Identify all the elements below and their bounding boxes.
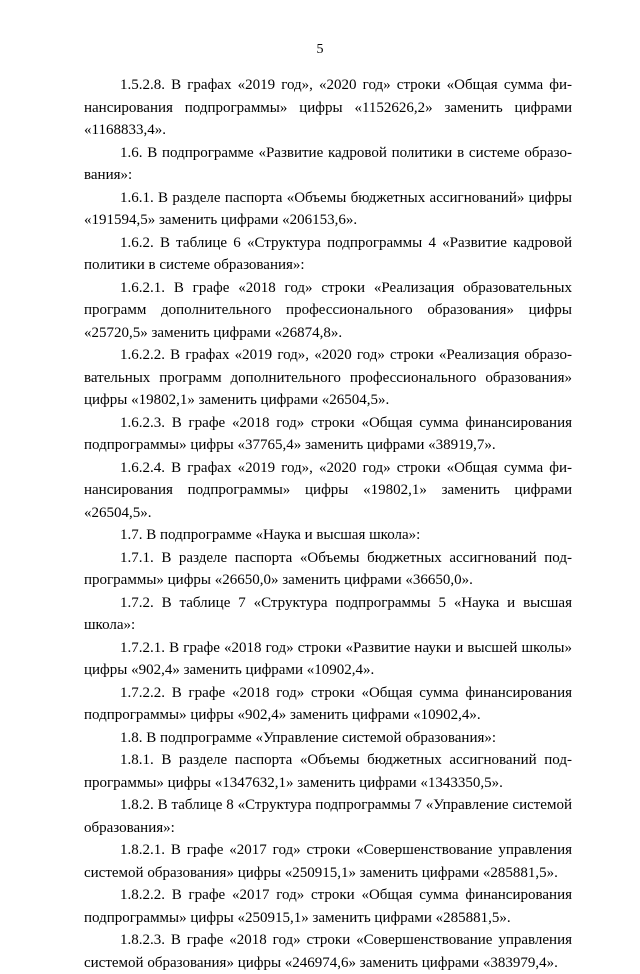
paragraph-1-7: 1.7. В подпрограмме «Наука и высшая школа»: (120, 527, 421, 543)
paragraph-1-6-2: 1.6.2. В таблице 6 «Структура подпрограммы 4 «Развитие кадровой политики в системе образования»: (84, 234, 572, 273)
paragraph-1-7-1: 1.7.1. В разделе паспорта «Объемы бюджетных ассигнований подпрограммы» цифры «26650,0» заменить цифрами «36650,0». (84, 549, 572, 588)
paragraph-1-8-2: 1.8.2. В таблице 8 «Структура подпрограммы 7 «Управление системой образования»: (84, 797, 572, 836)
paragraph-1-6-2-3: 1.6.2.3. В графе «2018 год» строки «Общая сумма финансирования подпрограммы» цифры «37765,4» заменить цифрами «38919,7». (84, 414, 572, 453)
paragraph-1-5-2-8: 1.5.2.8. В графах «2019 год», «2020 год» строки «Общая сумма финансирования подпрограммы» цифры «1152626,2» заменить цифрами «1168833,4». (84, 77, 572, 138)
paragraph-1-8-2-1: 1.8.2.1. В графе «2017 год» строки «Совершенствование управления системой образования» цифры «250915,1» заменить цифрами «285881,5». (84, 842, 572, 881)
document-body (84, 74, 572, 974)
paragraph-1-6-2-2: 1.6.2.2. В графах «2019 год», «2020 год» строки «Реализация образовательных программ дополнительного профессионального образования» цифры «19802,1» заменить цифрами «26504,5». (84, 347, 572, 408)
paragraph-1-6: 1.6. В подпрограмме «Развитие кадровой политики в системе образования»: (84, 144, 572, 183)
paragraph-1-7-2-1: 1.7.2.1. В графе «2018 год» строки «Развитие науки и высшей школы» цифры «902,4» заменить цифрами «10902,4». (84, 639, 572, 678)
paragraph-1-7-2-2: 1.7.2.2. В графе «2018 год» строки «Общая сумма финансирования подпрограммы» цифры «902,4» заменить цифрами «10902,4». (84, 684, 572, 723)
paragraph-1-8-1: 1.8.1. В разделе паспорта «Объемы бюджетных ассигнований подпрограммы» цифры «1347632,1» заменить цифрами «1343350,5». (84, 752, 572, 791)
paragraph-1-8-2-2: 1.8.2.2. В графе «2017 год» строки «Общая сумма финансирования подпрограммы» цифры «250915,1» заменить цифрами «285881,5». (84, 887, 572, 926)
page-number: 5 (316, 42, 324, 57)
paragraph-1-6-1: 1.6.1. В разделе паспорта «Объемы бюджетных ассигнований» цифры «191594,5» заменить цифрами «206153,6». (84, 189, 572, 228)
paragraph-1-8: 1.8. В подпрограмме «Управление системой образования»: (120, 729, 497, 746)
paragraph-1-6-2-1: 1.6.2.1. В графе «2018 год» строки «Реализация образовательных программ дополнительного профессионального образования» цифры «25720,5» заменить цифрами «26874,8». (84, 279, 572, 341)
paragraph-1-8-2-3: 1.8.2.3. В графе «2018 год» строки «Совершенствование управления системой образования» цифры «246974,6» заменить цифрами «383979,4». (84, 932, 572, 971)
paragraph-1-6-2-4: 1.6.2.4. В графах «2019 год», «2020 год» строки «Общая сумма финансирования подпрограммы» цифры «19802,1» заменить цифрами «26504,5». (84, 459, 572, 521)
paragraph-1-7-2: 1.7.2. В таблице 7 «Структура подпрограммы 5 «Наука и высшая школа»: (84, 594, 572, 633)
